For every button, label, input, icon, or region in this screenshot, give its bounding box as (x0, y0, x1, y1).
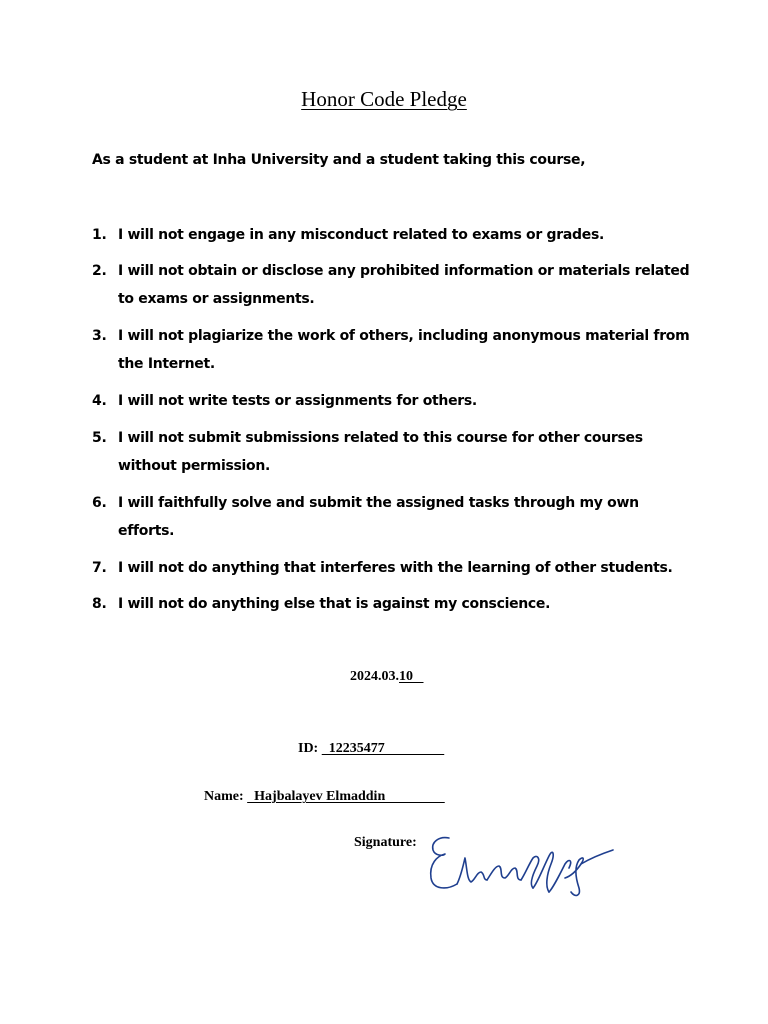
pledge-text: I will not engage in any misconduct related to exams or grades. (118, 227, 604, 243)
pledge-number: 6. (92, 495, 107, 511)
pledge-number: 1. (92, 227, 107, 243)
pledge-text: I will faithfully solve and submit the assigned tasks through my own efforts. (118, 495, 639, 539)
pledge-item (92, 425, 692, 480)
pledge-item (92, 388, 692, 416)
pledge-item (92, 555, 692, 583)
name-label: Name: (204, 789, 244, 804)
pledge-number: 4. (92, 393, 107, 409)
name-line (204, 789, 445, 805)
pledge-item (92, 258, 692, 313)
pledge-text: I will not obtain or disclose any prohibited information or materials related to exams or assignments. (118, 263, 690, 307)
id-value: 12235477 (321, 741, 445, 756)
intro-statement: As a student at Inha University and a student taking this course, (92, 152, 586, 168)
signature-label: Signature: (354, 835, 417, 850)
pledge-number: 8. (92, 596, 107, 612)
pledge-item (92, 591, 692, 619)
pledge-text: I will not plagiarize the work of others, including anonymous material from the Internet. (118, 328, 690, 372)
id-line (298, 741, 444, 757)
name-value: Hajbalayev Elmaddin (247, 789, 445, 804)
pledge-item (92, 323, 692, 378)
pledge-text: I will not write tests or assignments for others. (118, 393, 477, 409)
page-title: Honor Code Pledge (301, 87, 467, 111)
pledge-number: 7. (92, 560, 107, 576)
pledge-number: 5. (92, 430, 107, 446)
date-day: 10 (399, 669, 424, 684)
id-label: ID: (298, 741, 319, 756)
pledge-text: I will not do anything else that is against my conscience. (118, 596, 551, 612)
handwritten-signature (425, 828, 620, 900)
pledge-item (92, 490, 692, 545)
pledge-number: 2. (92, 263, 107, 279)
pledge-text: I will not do anything that interferes with the learning of other students. (118, 560, 673, 576)
date-line (350, 669, 424, 685)
date-prefix: 2024.03. (350, 669, 399, 684)
pledge-text: I will not submit submissions related to this course for other courses without permission. (118, 430, 643, 474)
pledge-item (92, 222, 692, 250)
pledge-number: 3. (92, 328, 107, 344)
